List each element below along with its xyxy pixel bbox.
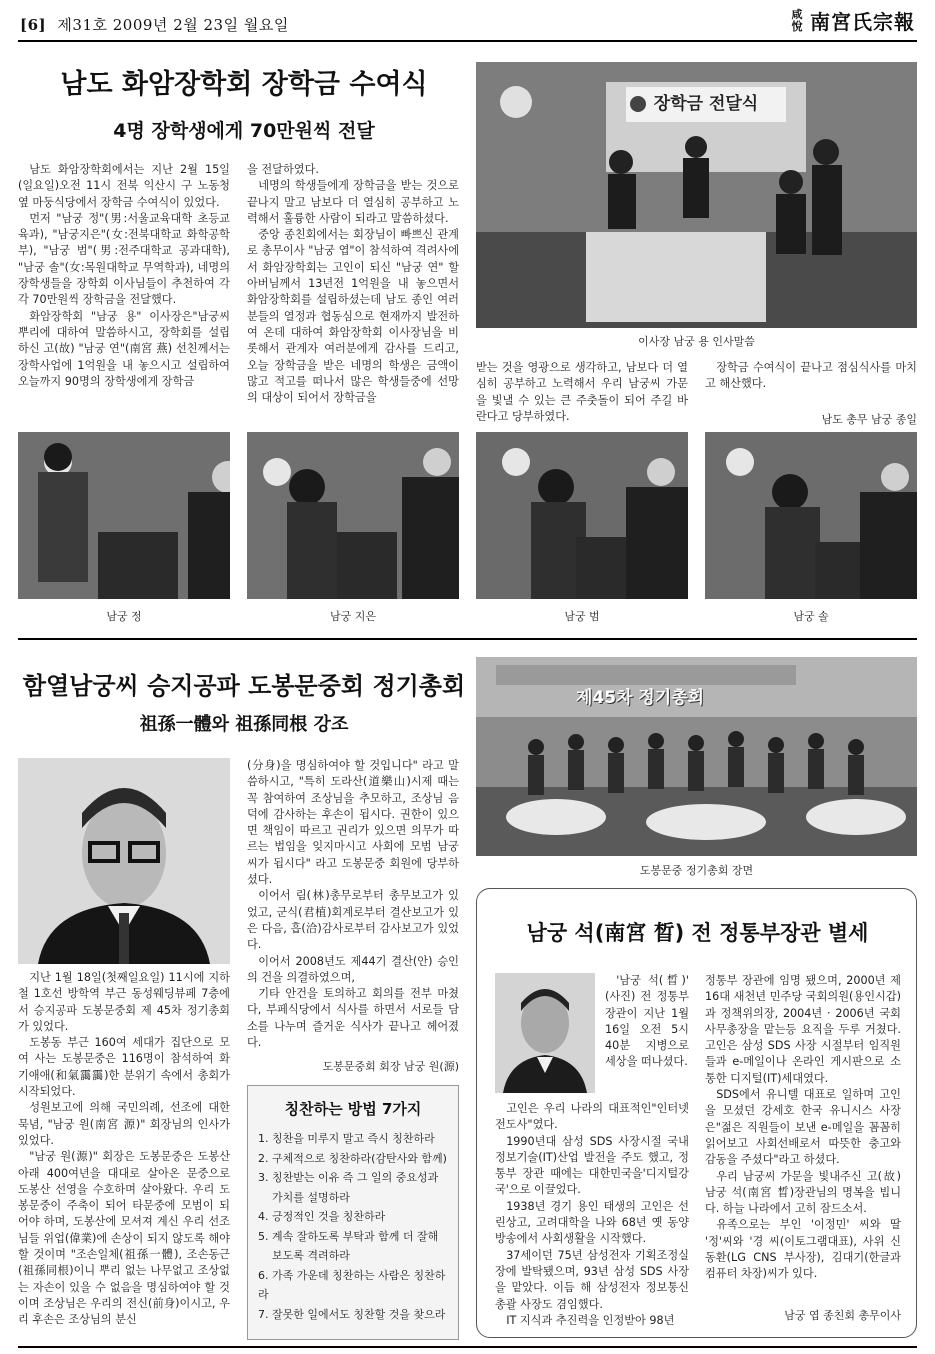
header-rule xyxy=(18,40,917,42)
list-item: 5. 계속 잘하도록 부탁과 함께 더 잘해 xyxy=(258,1229,439,1243)
paragraph: 1938년 경기 용인 태생의 고인은 선린상고, 고려대학을 나와 68년 옛 동양방송에서 사회생활을 시작했다. xyxy=(495,1199,689,1246)
paragraph: 남도 화암장학회에서는 지난 2월 15일(일요일)오전 11시 전북 익산시 구 노동청 옆 마둥식당에서 장학금 수여식이 있었다. xyxy=(18,163,230,209)
list-item: 가치를 설명하라 xyxy=(272,1190,350,1204)
student-caption-2: 남궁 지은 xyxy=(329,610,376,623)
paragraph: 중앙 종친회에서는 회장님이 빠쁘신 관계로 총무이사 "남궁 엽"이 참석하여 격려사에서 화암장학회는 고인이 되신 "남궁 연" 할아버님께서 13년전 1억원을 내 놓으면서 화암장학회를 설립하셨는데 남도 종인 여러분들의 열정과 협동심으로 현재까지 발전하여 온데 대하여 화암장학회 이사장님을 비롯해서 관계자 여러분에게 감사를 드리고, 오늘 장학금을 받은 네명의 학생은 금액이 많고 적고를 떠나서 많은 학생들중에 선망의 대상이 되어서 장학금을 xyxy=(247,228,459,405)
banner-text: 장학금 전달식 xyxy=(653,94,759,114)
meeting-banner-text: 제45차 정기총회 xyxy=(576,688,705,708)
paragraph: 네명의 학생들에게 장학금을 받는 것으로 끝나지 말고 남보다 더 열심히 공부하고 노력해서 훌륭한 사람이 되라고 말씀하셨다. xyxy=(247,179,459,225)
obituary-intro xyxy=(605,973,689,1099)
student-photo-1 xyxy=(18,432,230,599)
paragraph: 이어서 2008년도 제44기 결산(안) 승인의 건을 의결하였으며, xyxy=(247,954,459,984)
list-item: 2. 구체적으로 칭찬하라(감탄사와 함께) xyxy=(258,1151,447,1165)
paragraph: 화암장학회 "남궁 용" 이사장은"남궁씨 뿌리에 대하여 말씀하시고, 장학회를 설립하신 고(故) "남궁 연"(南宮 燕) 선친께서는 장학사업에 1억원을 내 놓으시고 설립하여 오늘까지 90명의 장학생에게 장학금 xyxy=(18,309,230,388)
issue-date: 제31호 2009년 2월 23일 월요일 xyxy=(57,16,289,34)
paragraph: 유족으로는 부인 '이정민' 씨와 딸 '정'씨와 '경 씨(이토그램대표), 사위 신동환(LG CNS 부사장), 김대기(한글과 컴퓨터 차장)씨가 있다. xyxy=(705,1218,901,1281)
paragraph: 받는 것을 영광으로 생각하고, 남보다 더 열심히 공부하고 노력해서 우리 남궁씨 가문을 빛낼 수 있는 큰 주춧돌이 되어 주길 바란다고 당부하였다. xyxy=(476,361,688,423)
paragraph: SDS에서 유니텔 대표로 일하며 고인을 모셨던 강세호 한국 유니시스 사장은"젊은 직원들이 보낸 e-메일을 꼼꼼히 읽어보고 사회선배로서 따뜻한 충고와 감동을 주셨다"라고 하셨다. xyxy=(705,1088,901,1167)
obituary-title: 남궁 석(南宮 晳) 전 정통부장관 별세 xyxy=(526,921,869,945)
minister-portrait xyxy=(495,973,595,1093)
article1-column-4 xyxy=(705,360,917,393)
meeting-photo-caption: 도봉문중 정기총회 장면 xyxy=(639,864,754,877)
article2-column-2 xyxy=(247,758,459,1048)
paragraph: 1990년대 삼성 SDS 사장시절 국내 정보기술(IT)산업 발전을 주도 했고, 정통부 장관 때에는 대한민국을'디지털강국'으로 이끌었다. xyxy=(495,1134,689,1197)
article2-byline: 도봉문중회 회장 남궁 원(源) xyxy=(322,1060,459,1073)
obituary-column-2 xyxy=(705,973,901,1299)
main-photo-caption: 이사장 남궁 용 인사말씀 xyxy=(638,335,755,348)
praise-box-title: 칭찬하는 방법 7가지 xyxy=(284,1100,422,1118)
footer-rule xyxy=(18,1346,917,1348)
praise-methods-box xyxy=(247,1085,459,1340)
obituary-byline: 남궁 엽 종친회 총무이사 xyxy=(784,1309,901,1322)
article1-subtitle: 4명 장학생에게 70만원씩 전달 xyxy=(113,120,375,142)
paragraph: IT 지식과 추진력을 인정받아 98년 xyxy=(506,1313,675,1327)
student-photo-4 xyxy=(705,432,917,599)
student-caption-4: 남궁 솔 xyxy=(793,610,829,623)
list-item: 6. 가족 가운데 칭찬하는 사람은 칭찬하라 xyxy=(258,1268,446,1301)
paragraph: 을 전달하였다. xyxy=(247,163,319,176)
general-meeting-photo xyxy=(476,657,917,856)
masthead-right xyxy=(790,6,915,35)
praise-list xyxy=(248,1129,458,1324)
paragraph: 도봉동 부근 160여 세대가 집단으로 모여 사는 도봉문중은 116명이 참석하여 화기애애(和氣靄靄)한 분위기 속에서 총회가 시작되었다. xyxy=(18,1036,230,1099)
paragraph: (分身)을 명심하여야 할 것입니다" 라고 말씀하시고, "특히 도라산(道樂山)시제 때는 꼭 참여하여 조상님을 추모하고, 조상님 음덕에 감사하는 후손이 됩시다. 권한이 있으면 책임이 따르고 권리가 있으면 의무가 따르는 법임을 잊지마시고 사회에 모범 남궁씨가 됩시다" 라고 도봉문중 회원에 당부하셨다. xyxy=(247,759,459,887)
list-item: 7. 잘못한 일에서도 칭찬할 것을 찾으라 xyxy=(258,1307,446,1321)
section-rule xyxy=(18,638,917,640)
paragraph: 성원보고에 의해 국민의례, 선조에 대한 묵념, "남궁 원(南宮 源)" 회장님의 인사가 있었다. xyxy=(18,1101,230,1147)
masthead-seal: 咸悅 xyxy=(791,7,803,33)
masthead-left xyxy=(20,14,289,35)
article2-title: 함열남궁씨 승지공파 도봉문중회 정기총회 xyxy=(22,672,466,700)
article1-column-2 xyxy=(247,162,459,430)
list-item: 보도록 격려하라 xyxy=(272,1249,350,1262)
article2-subtitle: 祖孫一體와 祖孫同根 강조 xyxy=(139,714,349,735)
chairman-portrait xyxy=(18,758,230,964)
article2-column-1 xyxy=(18,970,230,1340)
list-item: 1. 칭찬을 미루지 말고 즉시 칭찬하라 xyxy=(258,1132,435,1145)
paragraph: 37세이던 75년 삼성전자 기획조정실장에 발탁됐으며, 93년 삼성 SDS 사장을 맡았다. 이듬 해 삼성전자 정보통신 총괄 사장도 겸임했다. xyxy=(495,1248,689,1311)
obituary-column-1 xyxy=(495,1101,689,1327)
paragraph: 장학금 수여식이 끝나고 점심식사를 마치고 해산했다. xyxy=(705,361,917,391)
student-caption-1: 남궁 정 xyxy=(106,610,142,623)
article1-byline: 남도 총무 남궁 종일 xyxy=(821,413,917,426)
paragraph: 기타 안건을 토의하고 회의를 전부 마쳤다, 부페식당에서 식사를 하면서 서로들 담소를 나누며 즐거운 식사가 끝나고 헤어졌다. xyxy=(247,987,459,1048)
paragraph: "남궁 원(源)" 회장은 도봉문중은 도봉산 아래 400여년을 대대로 살아온 문중으로 도봉산 선영을 수호하며 살아왔다. 우리 도봉문중이 주축이 되어 타문중에 모범이 되어야 하며, 도봉산에 모셔져 계신 우리 선조님들 위업(偉業)에 손상이 되지 않도록 해야할 것이며 "조손일체(祖孫一體), 조손동근(祖孫同根)이니 뿌리 없는 나무없고 조상없는 자손이 있을 수 없음을 명심하여야 할 것이며 조상님은 우리의 전신(前身)이시고, 우리 후손은 조상님의 분신 xyxy=(18,1150,230,1327)
student-photo-2 xyxy=(247,432,459,599)
newspaper-name: 南宮氏宗報 xyxy=(810,10,915,34)
paragraph: 이어서 림(林)총무로부터 총무보고가 있었고, 군식(君植)회계로부터 결산보고가 있은 다음, 흡(洽)감사로부터 감사보고가 있었다. xyxy=(247,889,459,952)
paragraph: 먼저 "남궁 정"(男:서울교육대학 초등교육과), "남궁지은"(女:전북대학교 화학공학부), "남궁 범"(男:전주대학교 공과대학), "남궁 솔"(女:목원대학교 무역학과), 네명의 장학생들을 장학회 이사님들이 추천하여 각각 70만원씩 장학금을 전달했다. xyxy=(18,211,230,307)
paragraph: '남궁 석(晳)' (사진) 전 정통부 장관이 지난 1월 16일 오전 5시 40분 지병으로 세상을 떠나셨다. xyxy=(605,974,689,1069)
article1-column-3 xyxy=(476,360,688,426)
paragraph: 지난 1월 18일(첫째일요일) 11시에 지하철 1호선 방학역 부근 동성웨딩뷰페 7층에서 승지공파 도봉문중회 제 45차 정기총회가 있었다. xyxy=(18,971,230,1033)
paragraph: 고인은 우리 나라의 대표적인"인터넷전도사"였다. xyxy=(495,1102,689,1132)
list-item: 4. 긍정적인 것을 칭찬하라 xyxy=(258,1210,386,1223)
paragraph: 정통부 장관에 임명 됐으며, 2000년 제16대 새천년 민주당 국회의원(용인시갑)과 정책위의장, 2004년 · 2006년 국회사무총장을 맡는등 요직을 두루 거쳤다. 고인은 삼성 SDS 사장 시절부터 임직원 들과 e-메일이나 온라인 게시판으로 소통한 디지털(IT)세대였다. xyxy=(705,974,901,1085)
list-item: 3. 칭찬받는 이유 즉 그 일의 중요성과 xyxy=(258,1171,439,1184)
scholarship-ceremony-photo xyxy=(476,62,917,328)
student-photo-3 xyxy=(476,432,688,599)
article1-title: 남도 화암장학회 장학금 수여식 xyxy=(60,69,428,100)
paragraph: 우리 남궁씨 가문을 빛내주신 고(故) 남궁 석(南宮 晳)장관님의 명복을 빕니다. 하늘 나라에서 고히 잠드소서. xyxy=(705,1169,901,1216)
page-number: [6] xyxy=(20,16,47,34)
article1-column-1 xyxy=(18,162,230,430)
obituary-box xyxy=(476,888,917,1338)
student-caption-3: 남궁 범 xyxy=(564,610,600,623)
